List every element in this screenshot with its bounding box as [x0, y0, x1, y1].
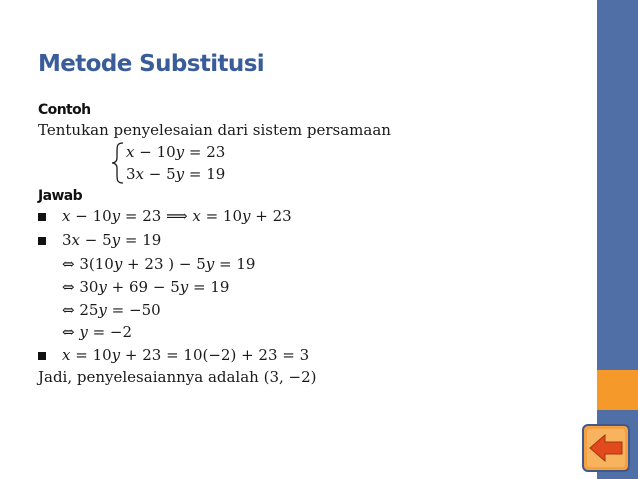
step-3: ⇔ 3(10𝑦 + 23 ) − 5𝑦 = 19	[62, 255, 256, 273]
contoh-label: Contoh	[38, 102, 91, 118]
bullet-marker	[38, 352, 46, 360]
bullet-marker	[38, 213, 46, 221]
system-brace	[111, 142, 125, 184]
accent-block	[597, 370, 638, 410]
bullet-marker	[38, 237, 46, 245]
jawab-label: Jawab	[38, 188, 83, 204]
step-2: 3𝑥 − 5𝑦 = 19	[62, 231, 162, 249]
step-1: 𝑥 − 10𝑦 = 23 ⟹ 𝑥 = 10𝑦 + 23	[62, 207, 292, 225]
step-6: ⇔ 𝑦 = −2	[62, 323, 133, 341]
back-button[interactable]	[582, 424, 630, 472]
step-4: ⇔ 30𝑦 + 69 − 5𝑦 = 19	[62, 278, 230, 296]
conclusion-text: Jadi, penyelesaiannya adalah (3, −2)	[38, 368, 317, 386]
step-5: ⇔ 25𝑦 = −50	[62, 301, 161, 319]
page-title: Metode Substitusi	[38, 51, 265, 77]
system-equation-2: 3𝑥 − 5𝑦 = 19	[126, 165, 226, 183]
system-equation-1: 𝑥 − 10𝑦 = 23	[126, 143, 226, 161]
step-7: 𝑥 = 10𝑦 + 23 = 10(−2) + 23 = 3	[62, 346, 310, 364]
arrow-left-icon	[582, 424, 630, 472]
intro-text: Tentukan penyelesaian dari sistem persamaan	[38, 121, 391, 139]
